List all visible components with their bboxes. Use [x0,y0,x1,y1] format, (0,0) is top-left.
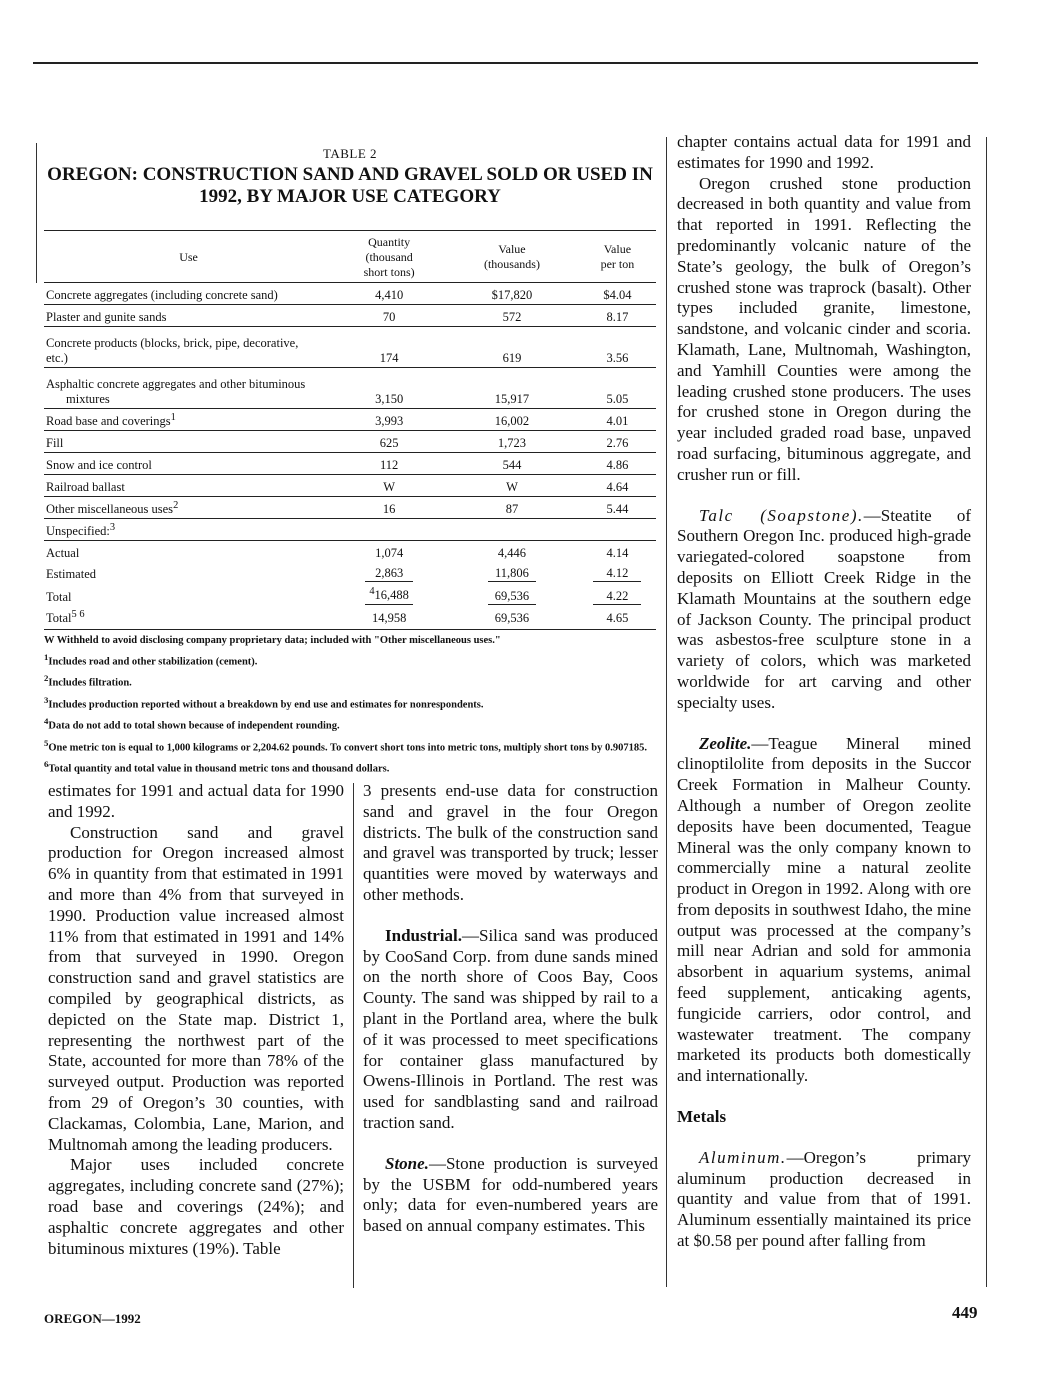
table-row: Other miscellaneous uses$^2$ 16 87 5.44 [44,497,656,519]
text-column-3 [677,132,971,1252]
metals-heading: Metals [677,1107,727,1127]
industrial-section: Industrial.—Silica sand was produced by CooSand Corp. from dune sands mined on the north shore of Coos Bay, Coos County. The sand was shipped by rail to a plant in the Portland area, where the bulk of it was processed to meet specifications for container glass manufactured by Owens-Illinois in Portland. The rest was used for sandblasting sand and railroad traction sand. [363,925,658,1132]
table-number: TABLE 2 [322,146,378,161]
table-row: Concrete aggregates (including concrete sand) 4,410 $17,820 $4.04 [44,283,656,305]
table-row: Plaster and gunite sands 70 572 8.17 [44,305,656,327]
paragraph: 3 presents end-use data for construction sand and gravel in the four Oregon districts. The bulk of the construction sand and gravel was transported by truck; lesser quantities were moved by waterways and other methods. [363,781,658,904]
footnote-1: $^1$Includes road and other stabilization (cement). [44,651,258,668]
talc-heading: Talc (Soapstone). [699,505,864,525]
column-rule-right [666,137,667,1287]
table-row: Asphaltic concrete aggregates and other bituminous mixtures 3,150 15,917 5.05 [44,368,656,409]
talc-section: Talc (Soapstone).—Steatite of Southern Oregon Inc. produced high-grade variegated-colored soapstone from deposits on Elliott Creek Ridge in the Klamath Mountains at the southern edge of Jackson County. The principal product was asbestos-free sculpture stone in a variety of colors, which was marketed worldwide for art carving and other specialty uses. [677,505,971,712]
column-rule-center [353,783,354,1288]
page-number: 449 [952,1303,978,1322]
table-row: Fill 625 1,723 2.76 [44,431,656,453]
table-row: Concrete products (blocks, brick, pipe, decorative, etc.) 174 619 3.56 [44,327,656,368]
industrial-heading: Industrial. [385,925,462,945]
table-row: Total $^4$16,488 69,536 4.22 [44,583,656,605]
table-row: Snow and ice control 112 544 4.86 [44,453,656,475]
footnote-3: $^3$Includes production reported without a breakdown by end use and estimates for nonrespondents. [44,694,484,711]
paragraph: estimates for 1991 and actual data for 1990 and 1992. [48,781,344,821]
table-row: Railroad ballast W W 4.64 [44,475,656,497]
table-row: Unspecified:$^3$ [44,519,656,541]
paragraph: Major uses included concrete aggregates, including concrete sand (27%); road base and coverings (24%); and asphaltic concrete aggregates and other bituminous mixtures (19%). Table [48,1155,344,1258]
table-row: Total$^{5 6}$ 14,958 69,536 4.65 [46,608,629,625]
table-footnotes [44,633,656,778]
stone-heading: Stone. [385,1153,429,1173]
zeolite-section: Zeolite.—Teague Mineral mined clinoptilolite from deposits in the Succor Creek Formation in Malheur County. Although a number of Oregon zeolite deposits have been documented, Teague Mineral was the only company known to commercially mine a natural zeolite product in Oregon in 1992. Along with ore from deposits in southwest Idaho, the mine output was processed at the company’s mill near Adrian and sold for ammonia absorbent in aquarium systems, animal feed supplement, anticaking agents, fungicide carriers, odor control, and wastewater treatment. The company marketed its products both domestically and internationally. [677,733,971,1086]
paragraph: Oregon crushed stone production decreased in both quantity and value from that reported in 1991. Reflecting the predominantly volcanic nature of the State’s geology, the bulk of Oregon’s crushed stone was traprock (basalt). Other types included granite, limestone, sandstone, and volcanic cinder and scoria. Klamath, Lane, Multnomah, Washington, and Yamhill Counties were among the leading crushed stone producers. The uses for crushed stone in Oregon during the year included graded road base, unpaved road surfacing, bituminous aggregate, and crusher run or fill. [677,173,971,484]
text-column-2 [363,781,658,1237]
top-rule [33,62,978,64]
table-bottom-rule [44,629,656,630]
header-value-per-ton: Value per ton [579,231,656,283]
zeolite-heading: Zeolite. [699,733,752,753]
column-rule-left [36,143,37,283]
aluminum-section: Aluminum.—Oregon’s primary aluminum production decreased in quantity and value from that of 1991. Aluminum essentially maintained its price at $0.58 per pound after falling from [677,1147,971,1251]
header-use: Use [44,231,333,283]
table-row: Road base and coverings$^1$ 3,993 16,002 4.01 [44,409,656,431]
table-row: Estimated 2,863 11,806 4.12 [44,562,656,583]
column-rule-far-right [986,137,987,1287]
paragraph: Construction sand and gravel production for Oregon increased almost 6% in quantity from that estimated in 1991 and more than 4% from that surveyed in 1990. Production value increased almost 11% from that estimated in 1991 and 14% from that surveyed in 1990. Oregon construction sand and gravel statistics are compiled by geographical districts, as depicted on the State map. District 1, representing the northwest part of the State, accounted for more than 78% of the surveyed output. Production was reported from 29 of Oregon’s 30 counties, with Clackamas, Colombia, Lane, Marion, and Multnomah among the leading producers. [48,822,344,1154]
table-title: OREGON: CONSTRUCTION SAND AND GRAVEL SOLD OR USED IN 1992, BY MAJOR USE CATEGORY [47,164,653,207]
header-quantity: Quantity (thousand short tons) [333,231,445,283]
paragraph: chapter contains actual data for 1991 and estimates for 1990 and 1992. [677,132,971,172]
text-column-1 [48,781,344,1259]
table-header-row [44,231,656,283]
footnote-2: $^2$Includes filtration. [44,673,132,689]
table-2 [44,146,656,778]
footnote-w: W Withheld to avoid disclosing company proprietary data; included with "Other miscellaneous uses." [44,634,501,646]
running-footer: OREGON—1992 [44,1311,141,1326]
aluminum-heading: Aluminum. [699,1147,787,1167]
stone-section: Stone.—Stone production is surveyed by the USBM for odd-numbered years only; data for even-numbered years are based on annual company estimates. This [363,1153,658,1236]
footnote-6: $^6$Total quantity and total value in thousand metric tons and thousand dollars. [44,759,390,775]
footnote-5: $^5$One metric ton is equal to 1,000 kilograms or 2,204.62 pounds. To convert short tons into metric tons, multiply short tons by 0.907185. [44,737,647,754]
data-table [44,231,656,627]
table-row: Actual 1,074 4,446 4.14 [46,546,629,561]
header-value: Value (thousands) [445,231,579,283]
footnote-4: $^4$Data do not add to total shown because of independent rounding. [44,716,340,732]
